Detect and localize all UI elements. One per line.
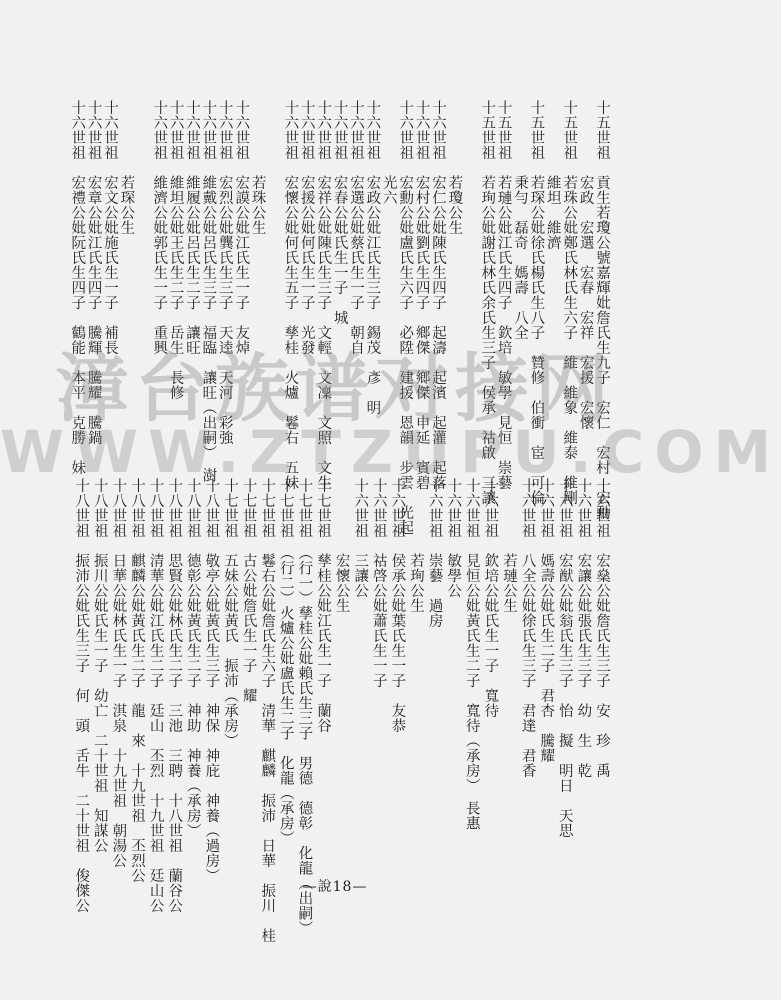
register-column: 十六世祖 宏烈公妣龔氏生三子 天逵 天河 彩強 bbox=[216, 100, 233, 445]
register-column: 十七世祖 （行一）孳桂公妣賴氏生三子 男德 德彰 化龍（出嗣） bbox=[296, 478, 313, 936]
register-column: 十六世祖 見恒公妣黃氏生二子 寬待（承房） 長惠 bbox=[463, 478, 480, 831]
register-column: 十五世祖 若珠公妣鄭氏林氏生六子 維 維象 維泰 維剛 bbox=[561, 100, 578, 505]
register-column: 十六世祖 八全公妣徐氏生三子 君達 君香 bbox=[519, 478, 536, 778]
register-column: 十六世祖 宏禮公妣阮氏生四子 鶴能 本平 克勝 妹 bbox=[69, 100, 86, 475]
register-column: 十六世祖 宏讓公妣張氏生三子 幼 生 乾 bbox=[575, 478, 592, 778]
register-column: 十七世祖 鬈右公妣詹氏生六子 清華 麒麟 振沛 日華 振川 桂 bbox=[259, 478, 276, 943]
register-column: 十六世祖 崇藝 過房 bbox=[426, 478, 443, 628]
register-column: 十六世祖 敏學公 bbox=[445, 478, 462, 598]
register-column: 十五世祖 若璉公妣江氏生四子 欽培 敏學 見恒 崇藝 bbox=[495, 100, 512, 490]
watermark-url: WWW.ZTZUPU.COM bbox=[0, 418, 781, 486]
register-column: 十八世祖 清華公妣江氏生二子 廷山 丕烈 十九世祖 廷山公 bbox=[147, 478, 164, 913]
register-column: 十六世祖 宏謨公妣江氏生一子 友焯 bbox=[233, 100, 250, 355]
register-column: 十六世祖 維戴公妣呂氏生三子 福臨 讓旺（出嗣） 澍 bbox=[200, 100, 217, 483]
register-column: 十五世祖 若珣公妣謝氏林氏余氏生三子 侯承 祜啟 三讓 bbox=[479, 100, 496, 505]
register-column: 若琛公生 bbox=[118, 100, 135, 235]
register-column: 十七世祖 孳桂公妣江氏生一子 蘭谷 bbox=[315, 478, 331, 733]
register-column: 十五世祖 若琛公妣徐氏楊氏生八子 贊修 伯衝 宦 可倫 bbox=[528, 100, 545, 505]
register-column: 十六世祖 宏村公妣劉氏生四子 鄉傑 鄉傑 申延 賓碧 bbox=[413, 100, 430, 490]
register-column: 十八世祖 德彰公妣黃氏生二子 神助 神養（承房） bbox=[184, 478, 201, 838]
register-column: 十八世祖 敬亭公妣黃氏生三子 神保 神庇 神養（過房） bbox=[203, 478, 220, 883]
register-column: 若珠公生 bbox=[249, 100, 266, 235]
register-column: 十七世祖 五妹公妣黃氏 振沛（承房） bbox=[222, 478, 238, 748]
register-column: 十八世祖 振川公妣氏生一子 幼亡 二十世祖 知謀公 bbox=[91, 478, 108, 853]
register-column: 光六 bbox=[380, 100, 397, 205]
page-number: —說18— bbox=[302, 879, 368, 895]
register-column: 宏懷公生 bbox=[333, 478, 350, 613]
register-column: 十六世祖 宏春公妣氏生一子 城 bbox=[331, 100, 348, 325]
register-column: 十八世祖 麒麟公妣黃氏生二子 龍 來 十九世祖 丕烈公 bbox=[129, 478, 145, 883]
register-column: 十六世祖 宏選公妣蔡氏生一子 朝自 bbox=[348, 100, 364, 355]
register-column: 十八世祖 日華公妣林氏生一子 淇泉 十九世祖 朝湯公 bbox=[110, 478, 127, 868]
register-column: 若瓊公生 bbox=[446, 100, 463, 235]
register-column: 若璉公生 bbox=[501, 478, 517, 613]
register-column: 十六世祖 侯承公妣葉氏生一子 友恭 bbox=[389, 478, 406, 733]
register-column: 十六世祖 欽培公妣氏生一子 寬待 bbox=[482, 478, 499, 718]
register-column: 十六世祖 宏章公妣江氏生四子 騰輝 騰耀 騰鍋 bbox=[85, 100, 102, 445]
register-column: 十五世祖 貢生若瓊公號嘉輝妣詹氏生九子 宏仁 宏村 宏勳 bbox=[594, 100, 610, 520]
register-column: 十六世祖 宏仁公妣陳氏生四子 起濤 起濱 起灌 起落 bbox=[430, 100, 446, 490]
register-column: 十八世祖 振沛公妣氏生三子 何 頭 舌牛 二十世祖 俊傑公 bbox=[73, 478, 90, 913]
register-column: 十六世祖 維坦公妣王氏生二子 岳生 長修 bbox=[167, 100, 184, 400]
register-column: 十六世祖 媽壽公妣氏生二子 君杏 騰耀 bbox=[538, 478, 555, 763]
register-column: 十六世祖 祜啓公妣蕭氏生一子 bbox=[370, 478, 387, 688]
register-column: 維坦 維濟 bbox=[544, 100, 561, 250]
register-column: 十六世祖 宏文公妣施氏生一子 補長 bbox=[102, 100, 118, 355]
register-column: 秉勻 磊奇 媽壽 八全 bbox=[512, 100, 528, 340]
register-column: 宏政 宏選 宏春 宏祥 宏援 宏懷 bbox=[577, 100, 594, 430]
register-column: 十六世祖 宏燊公妣詹氏生三子 安 珍 禹 bbox=[594, 478, 610, 778]
register-column: 十六世祖 宏祥公妣陳氏生三子 文輕 文凜 文照 文生 bbox=[315, 100, 332, 490]
register-column: 十六世祖 宏援公妣何氏生一子 光發 bbox=[298, 100, 315, 355]
register-column: 十六世祖 維濟公妣郭氏生一子 重興 bbox=[151, 100, 168, 355]
register-column: 十六世祖 宏政公妣江氏生三子 錫茂 彥 明 bbox=[364, 100, 381, 415]
register-column: 十六世祖 宏勳公妣盧氏生六子 必陞 建援 恩韻 步雲 光起 bbox=[397, 100, 414, 535]
register-column: 若珣公生 bbox=[408, 478, 424, 613]
register-column: 十六世祖 維履公妣呂氏生二子 讓旺 bbox=[184, 100, 200, 355]
register-column: 十六世祖 三讓公 bbox=[352, 478, 369, 598]
register-column: 十六世祖 宏懷公妣何氏生五子 孳桂 火爐 鬈右 五妹 bbox=[282, 100, 299, 490]
register-column: 十八世祖 思賢公妣林氏生二子 三池 三聘 十八世祖 蘭谷公 bbox=[166, 478, 183, 913]
register-column: 十六世祖 宏猷公妣翁氏生三子 怡 擬 明日 天思 bbox=[556, 478, 573, 838]
register-column: 十七世祖 （行二）火爐公妣盧氏生二子 化龍（承房） bbox=[277, 478, 294, 846]
watermark-text: 漳台族谱对接网 bbox=[55, 346, 615, 432]
register-column: 十七世祖 古公妣詹氏生一子 耀 bbox=[240, 478, 257, 703]
